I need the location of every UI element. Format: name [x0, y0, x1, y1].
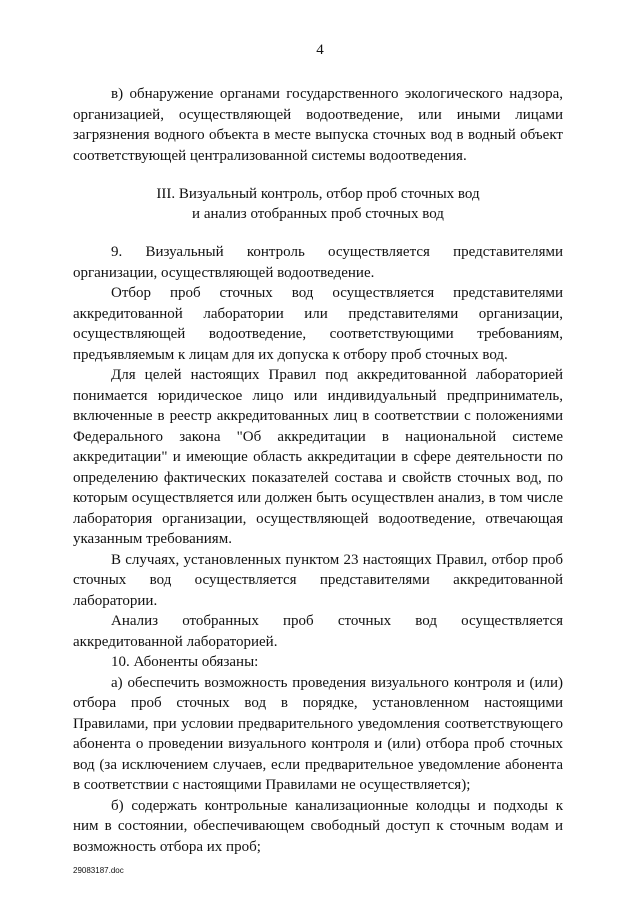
paragraph-analysis: Анализ отобранных проб сточных вод осуществляется аккредитованной лабораторией. — [73, 613, 563, 650]
paragraph-accredited-lab: Для целей настоящих Правил под аккредитованной лабораторией понимается юридическое лицо или индивидуальный предприниматель, включенные в реестр аккредитованных лиц в соответствии с положениями Федерального закона "Об аккредитации в национальной системе аккредитации" и имеющие область аккредитации в сфере деятельности по определению фактических показателей состава и свойств сточных вод, по которым осуществляется или должен быть осуществлен анализ, в том числе лаборатория организации, осуществляющей водоотведение, отвечающая указанным требованиям. — [73, 367, 563, 547]
section-heading — [73, 184, 563, 224]
paragraph-sampling: Отбор проб сточных вод осуществляется представителями аккредитованной лаборатории или представителями организации, осуществляющей водоотведение, соответствующими требованиям, предъявляемым к лицам для их допуска к отбору проб сточных вод. — [73, 285, 563, 363]
paragraph-cases-item-23: В случаях, установленных пунктом 23 настоящих Правил, отбор проб сточных вод осуществляется представителями аккредитованной лаборатории. — [73, 551, 563, 609]
paragraph-9: 9. Визуальный контроль осуществляется представителями организации, осуществляющей водоотведение. — [73, 244, 563, 281]
document-body — [73, 84, 563, 857]
paragraph-10b: б) содержать контрольные канализационные колодцы и подходы к ним в состоянии, обеспечивающем свободный доступ к сточным водам и возможность отбора их проб; — [73, 797, 563, 855]
paragraph-10: 10. Абоненты обязаны: — [111, 654, 259, 670]
paragraph-10a: а) обеспечить возможность проведения визуального контроля и (или) отбора проб сточных вод в порядке, установленном настоящими Правилами, при условии предварительного уведомления соответствующего абонента о проведении визуального контроля и (или) отбора проб сточных вод (за исключением случаев, если предварительное уведомление абонента в соответствии с настоящими Правилами не осуществляется); — [73, 674, 563, 793]
file-name-footer: 29083187.doc — [73, 866, 124, 875]
page-number: 4 — [316, 42, 324, 58]
paragraph-v: в) обнаружение органами государственного экологического надзора, организацией, осуществляющей водоотведение, или иными лицами загрязнения водного объекта в месте выпуска сточных вод в водный объект соответствующей централизованной системы водоотведения. — [73, 86, 563, 164]
section-heading-line-2: и анализ отобранных проб сточных вод — [192, 206, 444, 222]
section-heading-line-1: III. Визуальный контроль, отбор проб сточных вод — [156, 186, 480, 202]
